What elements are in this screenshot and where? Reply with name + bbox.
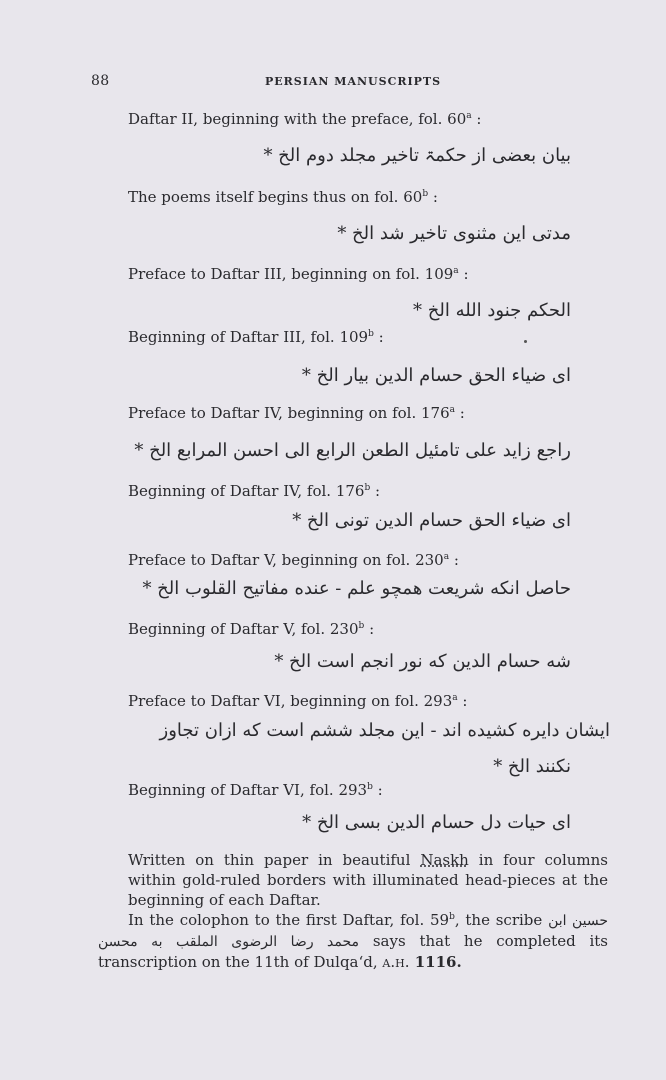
entry-label: The poems itself begins thus on fol. 60$^b$ : [128, 188, 438, 206]
entry-label: Beginning of Daftar VI, fol. 293$^b$ : [128, 781, 383, 799]
arabic-incipit: بیان بعضی از حکمۃ تاخیر مجلد دوم الخ * [263, 145, 571, 166]
arabic-incipit-continuation: نکنند الخ * [493, 756, 571, 777]
arabic-incipit: ایشان دایره کشیده اند - این مجلد ششم است که ازان تجاوز [159, 720, 610, 741]
arabic-incipit: شه حسام الدین که نور انجم است الخ * [274, 651, 571, 672]
entry-label: Preface to Daftar III, beginning on fol. 109$^a$ : [128, 265, 469, 283]
arabic-incipit: مدتی این مثنوی تاخیر شد الخ * [337, 223, 571, 244]
arabic-incipit: ای حیات دل حسام الدین بسی الخ * [302, 812, 571, 833]
entry-label: Beginning of Daftar IV, fol. 176$^b$ : [128, 482, 381, 500]
page-number: 88 [91, 73, 110, 89]
entry-label: Preface to Daftar VI, beginning on fol. 293$^a$ : [128, 692, 468, 710]
colophon-paragraph: In the colophon to the first Daftar, fol. 59$^b$, the scribe حسین ابن محمد رضا الرضوی الملقب به محسن says that he completed its transcription on the 11th of Dulqa‘d, a.h. 1116. [98, 911, 608, 971]
entry-label: Beginning of Daftar III, fol. 109$^b$ : [128, 328, 384, 346]
scribe-name-arabic: حسین ابن محمد رضا الرضوی الملقب به محسن [98, 913, 608, 950]
entry-label: Daftar II, beginning with the preface, fol. 60$^a$ : [128, 110, 482, 128]
arabic-incipit: راجع زاید علی تامئیل الطعن الرابع الی احسن المرابع الخ * [134, 440, 571, 461]
running-title: PERSIAN MANUSCRIPTS [264, 75, 442, 88]
ink-speck [524, 340, 527, 343]
description-paragraph: Written on thin paper in beautiful Naskh in four columns within gold-ruled borders with illuminated head-pieces at the beginning of each Daftar. [128, 851, 608, 909]
arabic-incipit: ای ضیاء الحق حسام الدین تونی الخ * [292, 510, 571, 531]
arabic-incipit: حاصل انکه شریعت همچو علم - عنده مفاتیح القلوب الخ * [142, 578, 571, 599]
entry-label: Preface to Daftar IV, beginning on fol. 176$^a$ : [128, 404, 465, 422]
arabic-incipit: الحکم جنود الله الخ * [413, 300, 571, 321]
entry-label: Preface to Daftar V, beginning on fol. 230$^a$ : [128, 551, 459, 569]
arabic-incipit: ای ضیاء الحق حسام الدین بیار الخ * [301, 365, 571, 386]
entry-label: Beginning of Daftar V, fol. 230$^b$ : [128, 620, 375, 638]
